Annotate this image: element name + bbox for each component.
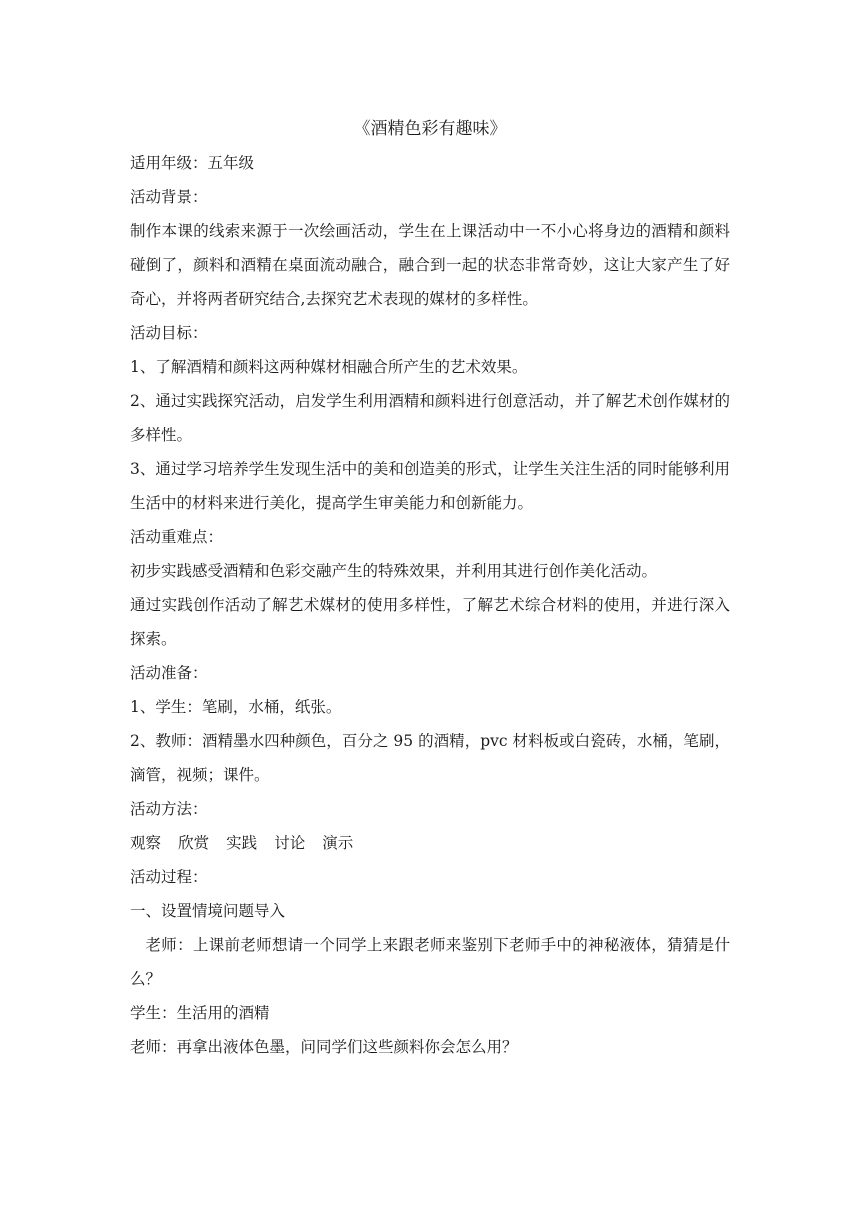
process-heading: 活动过程： [130,868,208,886]
document-page [130,112,730,1064]
document-title: 《酒精色彩有趣味》 [353,119,507,139]
goal-item: 3、通过学习培养学生发现生活中的美和创造美的形式，让学生关注生活的同时能够利用生活中的材料来进行美化，提高学生审美能力和创新能力。 [130,460,730,512]
prep-item: 1、学生：笔刷，水桶，纸张。 [130,698,342,716]
key-point-paragraph: 通过实践创作活动了解艺术媒材的使用多样性，了解艺术综合材料的使用，并进行深入探索。 [130,596,730,648]
key-point-paragraph: 初步实践感受酒精和色彩交融产生的特殊效果，并利用其进行创作美化活动。 [130,562,658,580]
dialogue-line: 学生：生活用的酒精 [130,1004,270,1022]
dialogue-line: 老师：再拿出液体色墨，问同学们这些颜料你会怎么用？ [130,1038,518,1056]
background-paragraph: 制作本课的线索来源于一次绘画活动，学生在上课活动中一不小心将身边的酒精和颜料碰倒了，颜料和酒精在桌面流动融合，融合到一起的状态非常奇妙，这让大家产生了好奇心，并将两者研究结合,去探究艺术表现的媒材的多样性。 [130,222,730,308]
process-step-heading: 一、设置情境问题导入 [130,902,286,920]
methods-heading: 活动方法： [130,800,208,818]
prep-item: 2、教师：酒精墨水四种颜色，百分之 95 的酒精，pvc 材料板或白瓷砖，水桶，笔刷，滴管，视频；课件。 [130,732,730,784]
method-item: 观察 [130,834,162,852]
goal-item: 1、了解酒精和颜料这两种媒材相融合所产生的艺术效果。 [130,358,528,376]
background-heading: 活动背景： [130,188,208,206]
method-item: 演示 [322,834,354,852]
dialogue-line: 老师：上课前老师想请一个同学上来跟老师来鉴别下老师手中的神秘液体，猜猜是什么？ [130,936,730,988]
method-item: 实践 [226,834,258,852]
method-item: 讨论 [274,834,306,852]
prep-heading: 活动准备： [130,664,208,682]
key-points-heading: 活动重难点： [130,528,224,546]
grade-line: 适用年级：五年级 [130,154,255,172]
methods-list [130,826,730,860]
goal-item: 2、通过实践探究活动，启发学生利用酒精和颜料进行创意活动，并了解艺术创作媒材的多样性。 [130,392,730,444]
method-item: 欣赏 [178,834,210,852]
goals-heading: 活动目标： [130,324,208,342]
